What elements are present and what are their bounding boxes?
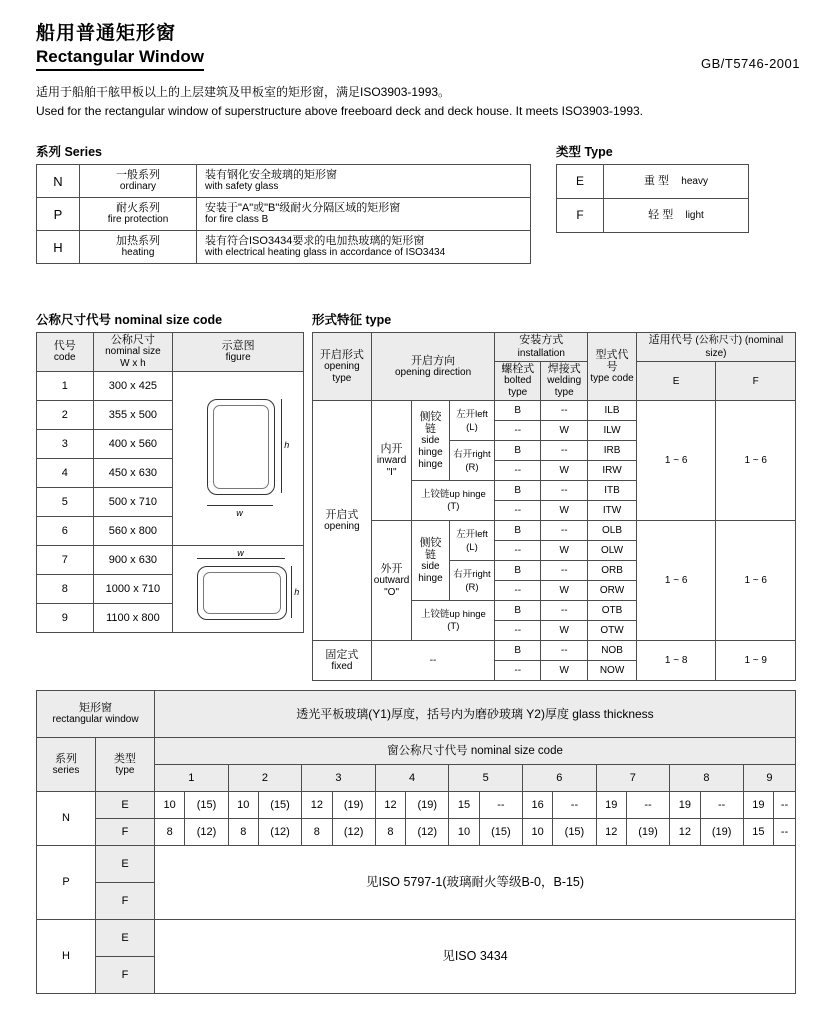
welding-cell: -- bbox=[541, 601, 588, 621]
type-code: F bbox=[557, 199, 604, 233]
applicable-f: 1 ~ 9 bbox=[716, 641, 796, 681]
nominal-size-section bbox=[36, 310, 304, 633]
table-row bbox=[313, 521, 796, 541]
type-code-cell: ORB bbox=[588, 561, 637, 581]
direction-inward: 内开 inward "I" bbox=[371, 401, 412, 521]
table-row bbox=[37, 920, 796, 957]
table-row bbox=[37, 819, 796, 846]
bolted-cell: -- bbox=[495, 581, 541, 601]
col-header-code: 代号 code bbox=[37, 333, 94, 372]
series-name-en: heating bbox=[121, 247, 155, 258]
table-row bbox=[37, 372, 304, 401]
type-code-cell: NOW bbox=[588, 661, 637, 681]
series-desc bbox=[197, 165, 531, 198]
col-header-opening-type: 开启形式 opening type bbox=[313, 333, 372, 401]
series-desc-en: with electrical heating glass in accordance of ISO3434 bbox=[205, 247, 446, 258]
nominal-size: 1100 x 800 bbox=[93, 604, 173, 633]
glass-value: -- bbox=[479, 792, 522, 819]
table-row bbox=[313, 401, 796, 421]
opening-type-fixed: 固定式 fixed bbox=[313, 641, 372, 681]
bolted-cell: B bbox=[495, 441, 541, 461]
hinge-up: 上铰链up hinge (T) bbox=[412, 601, 495, 641]
glass-value: 19 bbox=[743, 792, 773, 819]
bolted-cell: B bbox=[495, 481, 541, 501]
hinge-up: 上铰链up hinge (T) bbox=[412, 481, 495, 521]
table-header-row bbox=[37, 738, 796, 765]
bolted-cell: -- bbox=[495, 661, 541, 681]
type-code-cell: OTB bbox=[588, 601, 637, 621]
bolted-cell: B bbox=[495, 561, 541, 581]
glass-title: 透光平板玻璃(Y1)厚度，括号内为磨砂玻璃 Y2)厚度 glass thickness bbox=[155, 691, 796, 738]
glass-value: (19) bbox=[700, 819, 743, 846]
hinge-side: 侧铰链 side hinge bbox=[412, 521, 449, 601]
bolted-cell: -- bbox=[495, 621, 541, 641]
glass-type: E bbox=[96, 792, 155, 819]
glass-value: (12) bbox=[258, 819, 301, 846]
series-code: P bbox=[37, 198, 80, 231]
glass-value: -- bbox=[553, 792, 596, 819]
bolted-cell: -- bbox=[495, 421, 541, 441]
glass-corner-header: 矩形窗 rectangular window bbox=[37, 691, 155, 738]
glass-value: (19) bbox=[406, 792, 449, 819]
dir-detail: 右开right (R) bbox=[449, 561, 495, 601]
nominal-label: 公称尺寸代号 nominal size code bbox=[36, 313, 223, 327]
glass-type: E bbox=[96, 846, 155, 883]
welding-cell: -- bbox=[541, 641, 588, 661]
nominal-code: 1 bbox=[37, 372, 94, 401]
dim-w: w bbox=[237, 548, 244, 558]
type-code-cell: NOB bbox=[588, 641, 637, 661]
series-desc-cn: 安装于"A"或"B"级耐火分隔区域的矩形窗 bbox=[205, 202, 401, 214]
bolted-cell: -- bbox=[495, 541, 541, 561]
type-code-cell: OTW bbox=[588, 621, 637, 641]
series-code: N bbox=[37, 165, 80, 198]
col-header-welding: 焊接式 welding type bbox=[541, 362, 588, 401]
nominal-size: 300 x 425 bbox=[93, 372, 173, 401]
series-code: H bbox=[37, 231, 80, 264]
bolted-cell: B bbox=[495, 601, 541, 621]
glass-value: -- bbox=[626, 792, 669, 819]
nominal-size: 500 x 710 bbox=[93, 488, 173, 517]
welding-cell: W bbox=[541, 461, 588, 481]
glass-value: (12) bbox=[406, 819, 449, 846]
type-name bbox=[604, 165, 749, 199]
welding-cell: -- bbox=[541, 401, 588, 421]
glass-series: P bbox=[37, 846, 96, 920]
dim-w: w bbox=[236, 507, 243, 518]
bolted-cell: -- bbox=[495, 461, 541, 481]
description-en: Used for the rectangular window of superstructure above freeboard deck and deck house. It meets ISO3903-1993. bbox=[36, 104, 644, 118]
size-code: 4 bbox=[375, 765, 449, 792]
type-code-cell: IRB bbox=[588, 441, 637, 461]
welding-cell: -- bbox=[541, 481, 588, 501]
type-code-cell: ILB bbox=[588, 401, 637, 421]
dir-detail: 左开left (L) bbox=[449, 401, 495, 441]
nominal-code: 7 bbox=[37, 546, 94, 575]
bolted-cell: -- bbox=[495, 501, 541, 521]
table-header-row bbox=[313, 333, 796, 362]
opening-type-opening: 开启式 opening bbox=[313, 401, 372, 641]
col-header-figure: 示意图 figure bbox=[173, 333, 304, 372]
table-row bbox=[37, 792, 796, 819]
glass-note-h: 见ISO 3434 bbox=[155, 920, 796, 994]
nominal-code: 9 bbox=[37, 604, 94, 633]
series-name bbox=[80, 231, 197, 264]
glass-size-header: 窗公称尺寸代号 nominal size code bbox=[155, 738, 796, 765]
type-code-cell: ITB bbox=[588, 481, 637, 501]
series-desc bbox=[197, 198, 531, 231]
series-desc-cn: 装有符合ISO3434要求的电加热玻璃的矩形窗 bbox=[205, 235, 425, 247]
welding-cell: W bbox=[541, 541, 588, 561]
form-type-table bbox=[312, 332, 796, 681]
glass-value: 10 bbox=[449, 819, 479, 846]
series-label: 系列 Series bbox=[36, 145, 103, 159]
glass-type: F bbox=[96, 819, 155, 846]
description-cn: 适用于船舶干舷甲板以上的上层建筑及甲板室的矩形窗，满足ISO3903-1993。 bbox=[36, 85, 451, 99]
size-code: 9 bbox=[743, 765, 795, 792]
table-row bbox=[37, 165, 531, 198]
series-section bbox=[36, 142, 531, 264]
applicable-e: 1 ~ 8 bbox=[636, 641, 716, 681]
bolted-cell: B bbox=[495, 641, 541, 661]
glass-value: 15 bbox=[449, 792, 479, 819]
type-code-cell: IRW bbox=[588, 461, 637, 481]
size-code: 8 bbox=[670, 765, 744, 792]
table-row bbox=[37, 846, 796, 883]
dim-h: h bbox=[294, 587, 300, 597]
nominal-size: 900 x 630 bbox=[93, 546, 173, 575]
welding-cell: W bbox=[541, 621, 588, 641]
glass-note-p: 见ISO 5797-1(玻璃耐火等级B-0，B-15) bbox=[155, 846, 796, 920]
col-header-opening-direction: 开启方向 opening direction bbox=[371, 333, 495, 401]
glass-value: (15) bbox=[185, 792, 228, 819]
col-header-applicable: 适用代号 (公称尺寸) (nominal size) bbox=[636, 333, 795, 362]
glass-value: 10 bbox=[522, 819, 552, 846]
glass-value: 12 bbox=[375, 792, 405, 819]
series-name bbox=[80, 165, 197, 198]
dir-detail: 左开left (L) bbox=[449, 521, 495, 561]
type-code-cell: ITW bbox=[588, 501, 637, 521]
figure-portrait bbox=[173, 372, 304, 546]
type-label: 类型 Type bbox=[556, 145, 613, 159]
series-name-en: ordinary bbox=[119, 181, 157, 192]
glass-value: 8 bbox=[155, 819, 185, 846]
welding-cell: -- bbox=[541, 561, 588, 581]
welding-cell: -- bbox=[541, 441, 588, 461]
series-name-en: fire protection bbox=[107, 214, 169, 225]
type-code-cell: OLW bbox=[588, 541, 637, 561]
welding-cell: -- bbox=[541, 521, 588, 541]
series-name bbox=[80, 198, 197, 231]
table-row bbox=[37, 198, 531, 231]
nominal-code: 4 bbox=[37, 459, 94, 488]
col-header-bolted: 螺栓式 bolted type bbox=[495, 362, 541, 401]
welding-cell: W bbox=[541, 661, 588, 681]
welding-cell: W bbox=[541, 581, 588, 601]
type-section bbox=[556, 142, 749, 233]
glass-value: 19 bbox=[596, 792, 626, 819]
series-desc-en: for fire class B bbox=[205, 214, 269, 225]
series-desc bbox=[197, 231, 531, 264]
form-type-section bbox=[312, 310, 796, 681]
nominal-code: 3 bbox=[37, 430, 94, 459]
glass-value: -- bbox=[774, 819, 796, 846]
glass-value: -- bbox=[700, 792, 743, 819]
table-row bbox=[313, 641, 796, 661]
nominal-size: 400 x 560 bbox=[93, 430, 173, 459]
type-code: E bbox=[557, 165, 604, 199]
glass-value: (12) bbox=[332, 819, 375, 846]
col-header-installation: 安装方式 installation bbox=[495, 333, 588, 362]
glass-value: 8 bbox=[228, 819, 258, 846]
col-header-size: 公称尺寸 nominal size W x h bbox=[93, 333, 173, 372]
glass-type-header: 类型 type bbox=[96, 738, 155, 792]
size-code: 6 bbox=[522, 765, 596, 792]
table-row bbox=[557, 199, 749, 233]
glass-value: 16 bbox=[522, 792, 552, 819]
size-code: 7 bbox=[596, 765, 670, 792]
table-row bbox=[37, 231, 531, 264]
type-name-en: light bbox=[685, 210, 704, 221]
form-label: 形式特征 type bbox=[312, 313, 392, 327]
glass-type: F bbox=[96, 883, 155, 920]
figure-landscape bbox=[173, 546, 304, 633]
col-header-e: E bbox=[636, 362, 716, 401]
glass-type: E bbox=[96, 920, 155, 957]
bolted-cell: B bbox=[495, 521, 541, 541]
type-table bbox=[556, 164, 749, 233]
series-name-cn: 耐火系列 bbox=[116, 202, 160, 214]
table-header-row bbox=[37, 691, 796, 738]
glass-value: 12 bbox=[596, 819, 626, 846]
table-row bbox=[37, 546, 304, 575]
glass-series: H bbox=[37, 920, 96, 994]
glass-thickness-table bbox=[36, 690, 796, 994]
series-name-cn: 一般系列 bbox=[116, 169, 160, 181]
welding-cell: W bbox=[541, 501, 588, 521]
size-code: 2 bbox=[228, 765, 302, 792]
fixed-dash: -- bbox=[371, 641, 495, 681]
glass-value: 10 bbox=[155, 792, 185, 819]
size-code: 3 bbox=[302, 765, 376, 792]
standard-code: GB/T5746-2001 bbox=[700, 56, 800, 71]
nominal-code: 2 bbox=[37, 401, 94, 430]
type-name bbox=[604, 199, 749, 233]
glass-value: (15) bbox=[553, 819, 596, 846]
glass-value: 8 bbox=[375, 819, 405, 846]
glass-value: 12 bbox=[302, 792, 332, 819]
dir-detail: 右开right (R) bbox=[449, 441, 495, 481]
nominal-code: 8 bbox=[37, 575, 94, 604]
glass-value: (19) bbox=[332, 792, 375, 819]
type-code-cell: ILW bbox=[588, 421, 637, 441]
applicable-e: 1 ~ 6 bbox=[636, 401, 716, 521]
glass-value: (15) bbox=[479, 819, 522, 846]
type-code-cell: ORW bbox=[588, 581, 637, 601]
hinge-side: 侧铰链 side hinge hinge bbox=[412, 401, 449, 481]
series-desc-cn: 装有钢化安全玻璃的矩形窗 bbox=[205, 169, 337, 181]
size-code: 1 bbox=[155, 765, 229, 792]
applicable-e: 1 ~ 6 bbox=[636, 521, 716, 641]
type-name-cn: 重 型 bbox=[644, 175, 670, 187]
series-desc-en: with safety glass bbox=[205, 181, 279, 192]
glass-value: 10 bbox=[228, 792, 258, 819]
series-table bbox=[36, 164, 531, 264]
size-code: 5 bbox=[449, 765, 523, 792]
nominal-size: 1000 x 710 bbox=[93, 575, 173, 604]
type-code-cell: OLB bbox=[588, 521, 637, 541]
col-header-type-code: 型式代号 type code bbox=[588, 333, 637, 401]
direction-outward: 外开 outward "O" bbox=[371, 521, 412, 641]
nominal-size: 450 x 630 bbox=[93, 459, 173, 488]
type-name-en: heavy bbox=[681, 176, 708, 187]
glass-value: 8 bbox=[302, 819, 332, 846]
series-name-cn: 加热系列 bbox=[116, 235, 160, 247]
applicable-f: 1 ~ 6 bbox=[716, 521, 796, 641]
page-title-en: Rectangular Window bbox=[36, 47, 204, 71]
glass-value: 19 bbox=[670, 792, 700, 819]
glass-value: (19) bbox=[626, 819, 669, 846]
description bbox=[0, 71, 830, 121]
table-header-row bbox=[37, 333, 304, 372]
glass-value: (12) bbox=[185, 819, 228, 846]
nominal-size: 560 x 800 bbox=[93, 517, 173, 546]
type-name-cn: 轻 型 bbox=[648, 209, 674, 221]
dim-h: h bbox=[284, 439, 290, 450]
table-row bbox=[557, 165, 749, 199]
welding-cell: W bbox=[541, 421, 588, 441]
nominal-size: 355 x 500 bbox=[93, 401, 173, 430]
nominal-size-table bbox=[36, 332, 304, 633]
applicable-f: 1 ~ 6 bbox=[716, 401, 796, 521]
glass-value: 15 bbox=[743, 819, 773, 846]
bolted-cell: B bbox=[495, 401, 541, 421]
glass-value: -- bbox=[774, 792, 796, 819]
glass-value: (15) bbox=[258, 792, 301, 819]
glass-value: 12 bbox=[670, 819, 700, 846]
glass-thickness-section bbox=[36, 690, 796, 994]
glass-type: F bbox=[96, 957, 155, 994]
glass-series: N bbox=[37, 792, 96, 846]
col-header-f: F bbox=[716, 362, 796, 401]
page-title-cn: 船用普通矩形窗 bbox=[36, 23, 177, 44]
glass-series-header: 系列 series bbox=[37, 738, 96, 792]
nominal-code: 6 bbox=[37, 517, 94, 546]
nominal-code: 5 bbox=[37, 488, 94, 517]
